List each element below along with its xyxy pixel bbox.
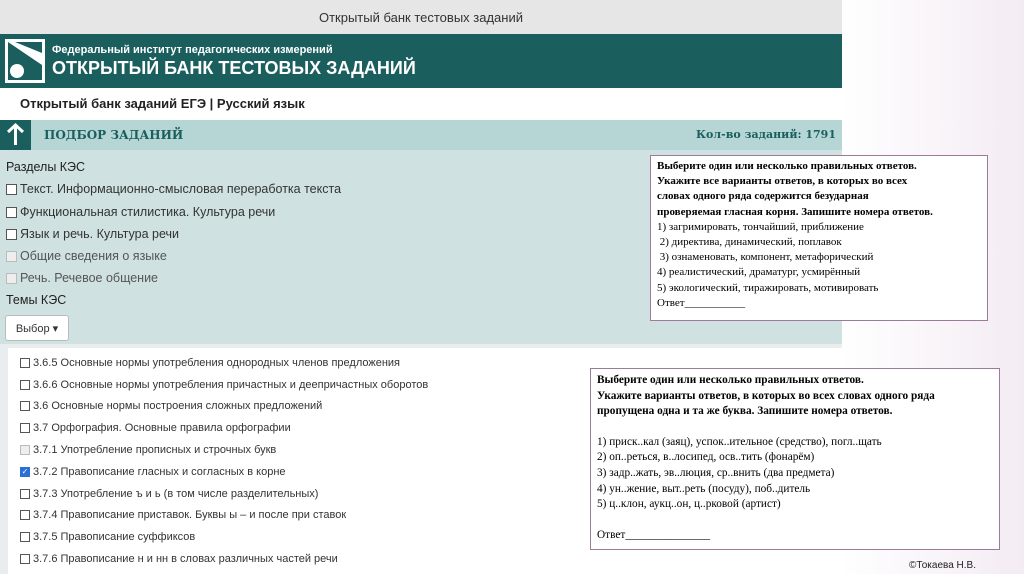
checkbox: [6, 273, 17, 284]
task1-instruction: Выберите один или несколько правильных ответов.: [657, 160, 917, 172]
topic-label: 3.7 Орфография. Основные правила орфографии: [33, 422, 291, 434]
list-item[interactable]: [20, 488, 318, 500]
task-count: Кол-во заданий: 1791: [696, 128, 836, 141]
task1-option: 5) экологический, тиражировать, мотивировать: [657, 281, 879, 294]
topic-label: 3.7.1 Употребление прописных и строчных букв: [33, 444, 277, 456]
task2-answer: Ответ_______________: [597, 528, 711, 541]
subtitle-text: Открытый банк заданий ЕГЭ | Русский язык: [20, 96, 305, 111]
site-header: [0, 34, 842, 88]
task-card-2: [590, 368, 1000, 550]
kes-section-label: Речь. Речевое общение: [20, 271, 159, 285]
task2-option: 2) оп..реться, в..лосипед, осв..тить (фонарём): [597, 451, 815, 464]
topic-label: 3.7.3 Употребление ъ и ь (в том числе разделительных): [33, 488, 319, 500]
task1-instruction: словах одного ряда содержится безударная: [657, 190, 869, 203]
checkbox[interactable]: [20, 532, 30, 542]
topics-dropdown-button[interactable]: Выбор ▾: [5, 315, 69, 341]
kes-section-label: Текст. Информационно-смысловая переработка текста: [20, 182, 342, 196]
list-item[interactable]: [20, 553, 338, 565]
checkbox[interactable]: [20, 554, 30, 564]
task1-option: 2) директива, динамический, поплавок: [657, 236, 842, 249]
topic-label: 3.6.6 Основные нормы употребления причастных и деепричастных оборотов: [33, 379, 429, 391]
task2-instruction: пропущена одна и та же буква. Запишите номера ответов.: [597, 405, 893, 418]
list-item[interactable]: [20, 531, 195, 543]
task2-option: 3) задр..жать, эв..люция, ср..внить (два предмета): [597, 466, 835, 479]
topic-label: 3.7.2 Правописание гласных и согласных в корне: [33, 466, 286, 478]
kes-section-item[interactable]: [6, 182, 341, 196]
topic-label: 3.6.5 Основные нормы употребления однородных членов предложения: [33, 357, 401, 369]
task2-option: 4) ун..жение, выт..реть (посуду), поб..дитель: [597, 482, 811, 495]
task2-instruction: Укажите варианты ответов, в которых во всех словах одного ряда: [597, 389, 935, 402]
kes-section-item: [6, 271, 158, 285]
checkbox[interactable]: [20, 423, 30, 433]
checkbox[interactable]: [6, 229, 17, 240]
kes-section-item[interactable]: [6, 227, 179, 241]
topic-label: 3.7.6 Правописание н и нн в словах различных частей речи: [33, 553, 338, 565]
checkbox[interactable]: [20, 401, 30, 411]
checkbox[interactable]: [20, 380, 30, 390]
checkbox: [20, 445, 30, 455]
fipi-logo: [5, 39, 45, 83]
task2-option: 5) ц..клон, аукц..он, ц..рковой (артист): [597, 498, 781, 511]
arrow-up-icon: [0, 120, 31, 150]
institute-name: Федеральный институт педагогических измерений: [52, 44, 333, 56]
list-item[interactable]: [20, 509, 346, 521]
checkbox[interactable]: [20, 358, 30, 368]
task-card-1: [650, 155, 988, 321]
kes-section-item: [6, 249, 167, 263]
kes-section-label: Язык и речь. Культура речи: [20, 227, 180, 241]
slide-title: Открытый банк тестовых заданий: [0, 0, 842, 34]
task1-instruction: проверяемая гласная корня. Запишите номера ответов.: [657, 205, 933, 218]
checkbox[interactable]: [6, 184, 17, 195]
task1-option: 3) ознаменовать, компонент, метафорический: [657, 251, 874, 264]
task1-answer: Ответ___________: [657, 296, 746, 309]
kes-sections-heading: Разделы КЭС: [6, 160, 86, 174]
list-item: [20, 444, 276, 456]
kes-section-item[interactable]: [6, 205, 275, 219]
kes-topics-heading: Темы КЭС: [6, 293, 67, 307]
checkbox[interactable]: [20, 489, 30, 499]
back-to-top-button[interactable]: [0, 120, 31, 150]
task1-option: 1) загримировать, тончайший, приближение: [657, 220, 864, 233]
topic-label: 3.7.5 Правописание суффиксов: [33, 531, 196, 543]
checkbox[interactable]: [6, 207, 17, 218]
list-item[interactable]: [20, 466, 286, 478]
kes-section-label: Функциональная стилистика. Культура речи: [20, 205, 276, 219]
author-credit: ©Токаева Н.В.: [909, 560, 976, 571]
list-item[interactable]: [20, 422, 291, 434]
task2-option: 1) приск..кал (заяц), успок..ительное (средство), погл..щать: [597, 435, 882, 448]
task2-instruction: Выберите один или несколько правильных ответов.: [597, 374, 864, 386]
checkbox: [6, 251, 17, 262]
list-item[interactable]: [20, 379, 428, 391]
page-subtitle: [0, 88, 842, 120]
topic-label: 3.6 Основные нормы построения сложных предложений: [33, 400, 323, 412]
kes-section-label: Общие сведения о языке: [20, 249, 167, 263]
task1-option: 4) реалистический, драматург, усмирённый: [657, 266, 861, 279]
task1-instruction: Укажите все варианты ответов, в которых во всех: [657, 175, 908, 188]
checkbox-checked[interactable]: ✓: [21, 467, 29, 476]
checkbox[interactable]: [20, 510, 30, 520]
topic-label: 3.7.4 Правописание приставок. Буквы ы – и после при ставок: [33, 509, 347, 521]
list-item[interactable]: [20, 400, 322, 412]
bank-name: ОТКРЫТЫЙ БАНК ТЕСТОВЫХ ЗАДАНИЙ: [52, 58, 416, 78]
filter-toolbar: [0, 120, 842, 150]
section-title: ПОДБОР ЗАДАНИЙ: [44, 128, 184, 142]
list-item[interactable]: [20, 357, 400, 369]
